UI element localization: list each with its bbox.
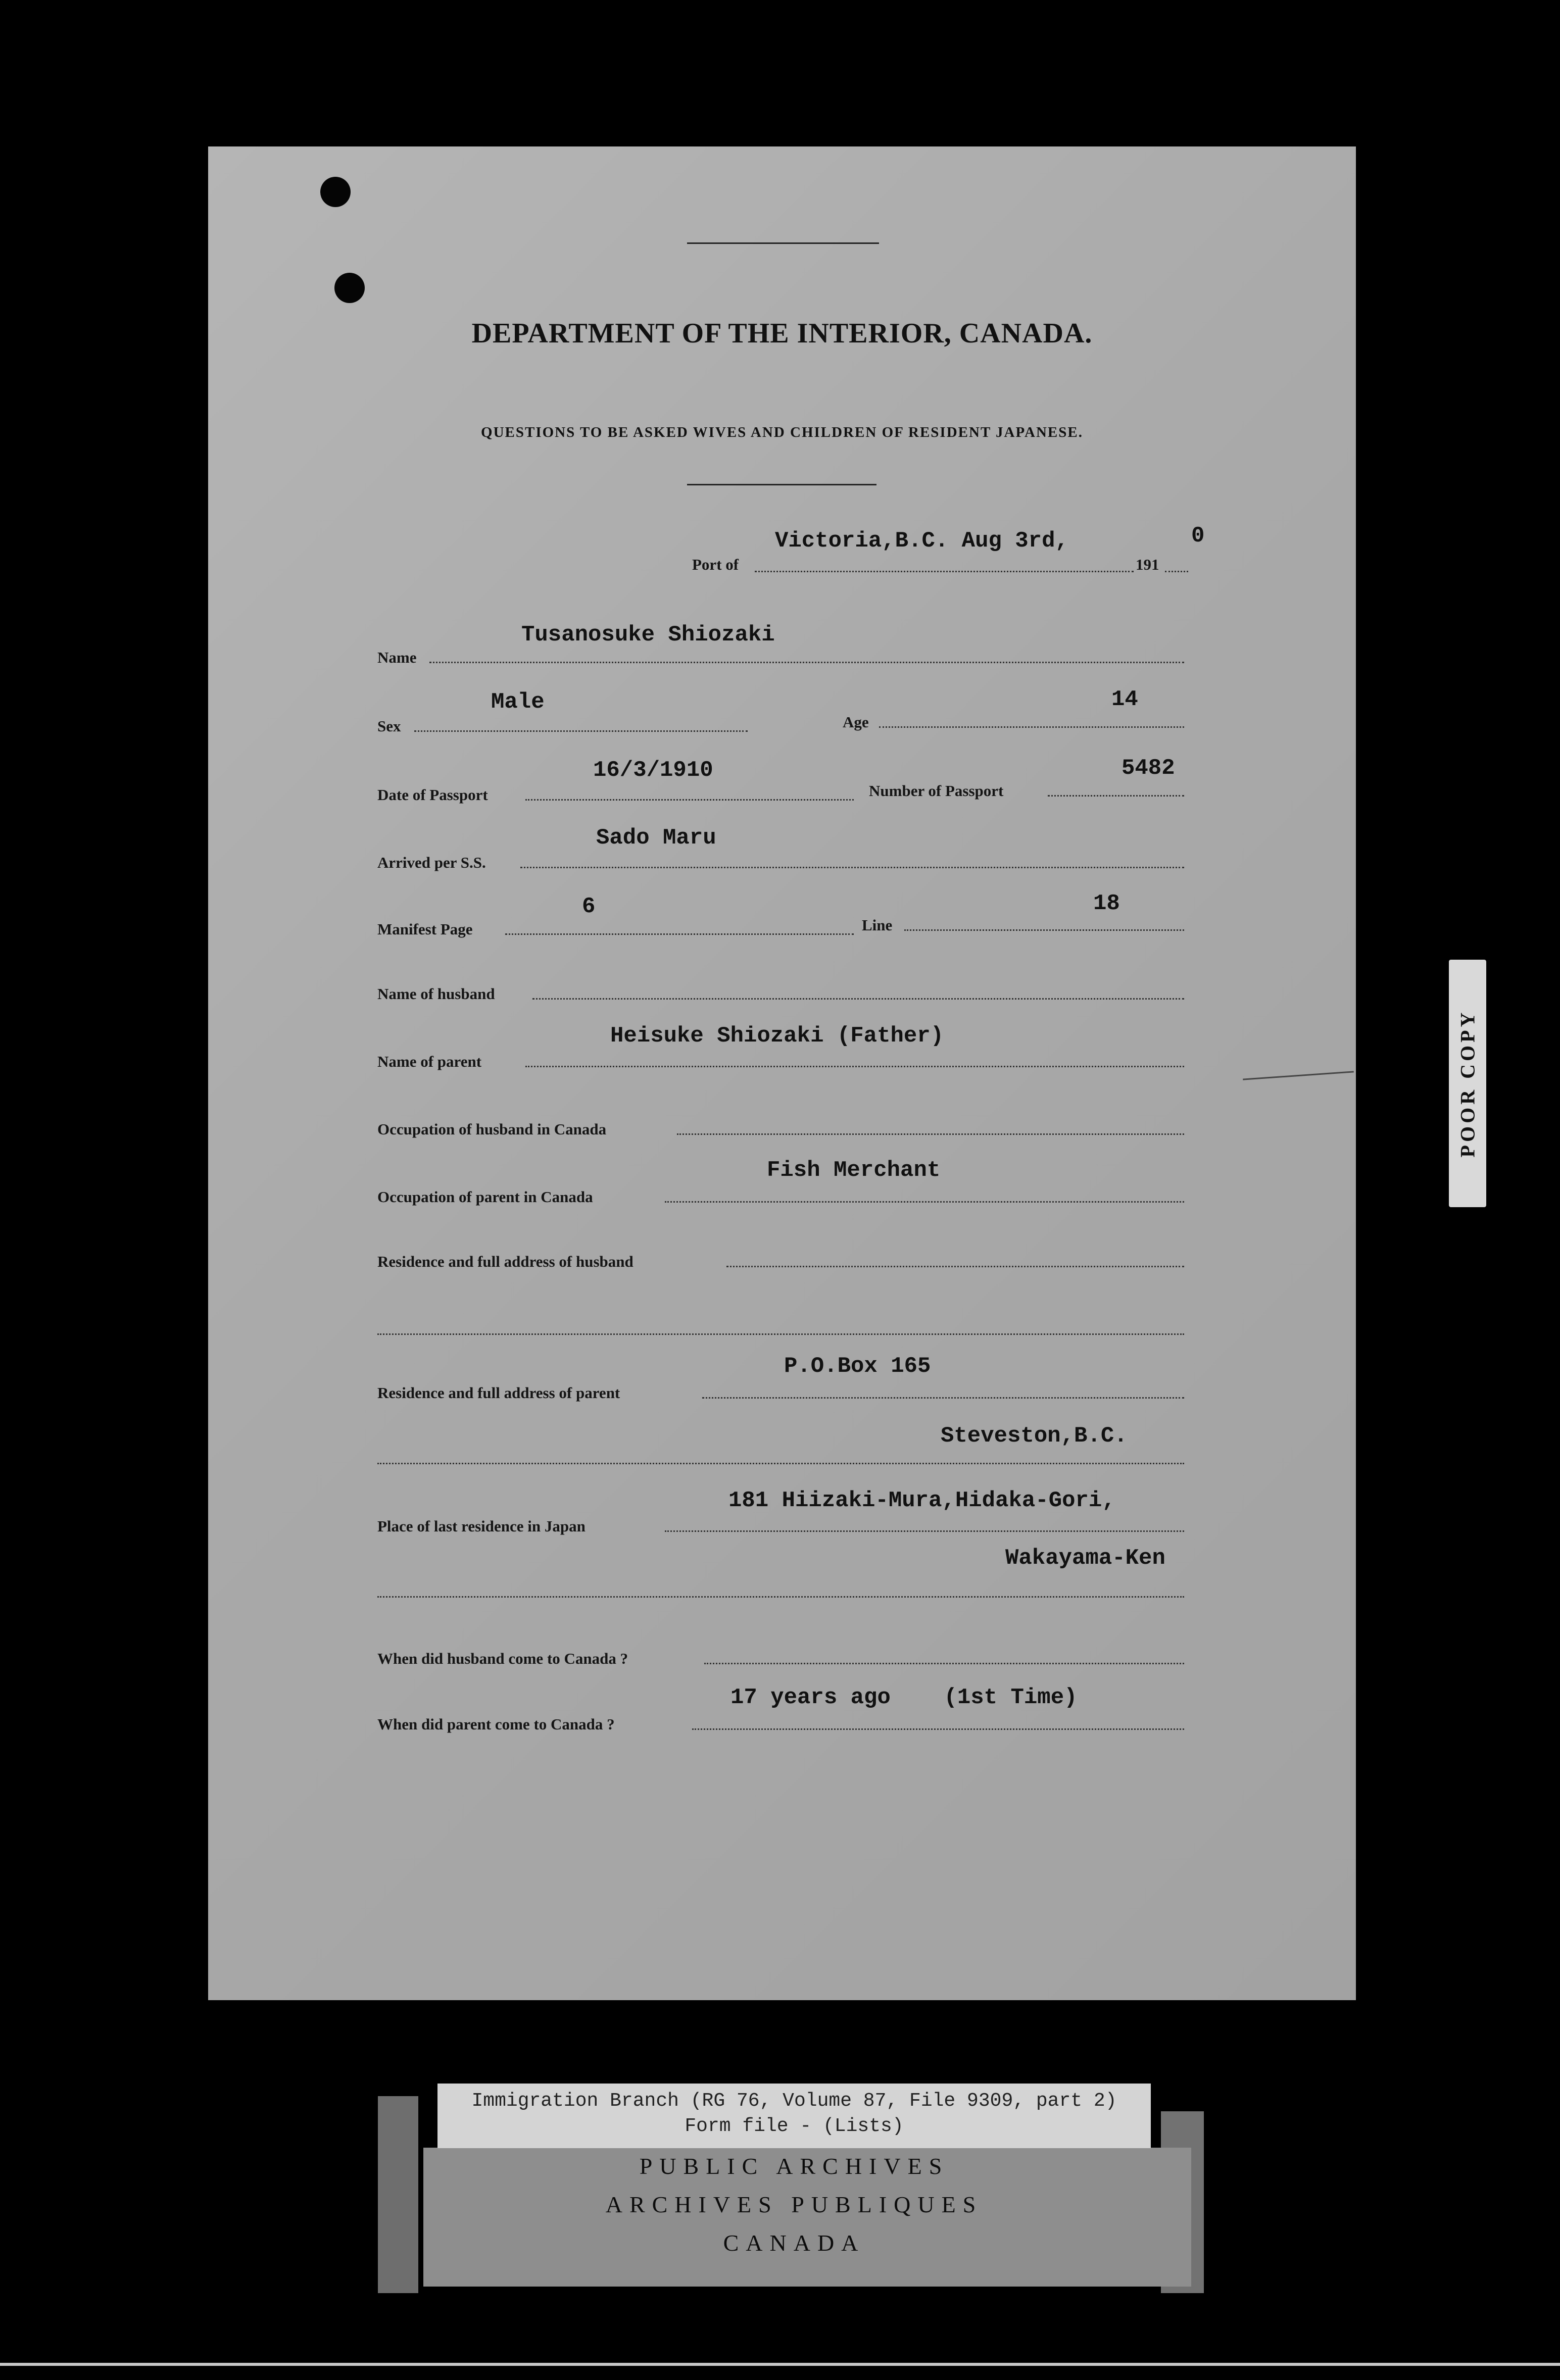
film-edge [0,2363,1560,2366]
name-of-parent-label: Name of parent [377,1053,482,1070]
punch-hole [334,273,365,303]
archives-publiques-text: ARCHIVES PUBLIQUES [605,2192,983,2217]
fill-line [1048,795,1184,797]
fill-line [429,662,1184,663]
public-archives-text: PUBLIC ARCHIVES [639,2153,949,2179]
arrived-per-value: Sado Maru [596,825,716,851]
fill-line [1165,571,1188,572]
fill-line [414,730,748,732]
fill-line [665,1201,1184,1203]
fill-line [704,1663,1184,1664]
divider [687,484,876,485]
manifest-page-value: 6 [582,894,596,919]
fill-line [904,929,1184,931]
year-suffix: 0 [1191,523,1205,549]
divider [687,242,879,244]
name-label: Name [377,649,417,666]
number-of-passport-label: Number of Passport [869,782,1004,800]
form-subtitle: QUESTIONS TO BE ASKED WIVES AND CHILDREN OF RESIDENT JAPANESE. [481,424,1083,440]
last-residence-value-line2: Wakayama-Ken [1005,1546,1165,1571]
husband-came-label: When did husband come to Canada ? [377,1650,628,1667]
manifest-page-label: Manifest Page [377,920,473,938]
archive-clip-left [378,2096,418,2293]
name-of-parent-value: Heisuke Shiozaki (Father) [610,1023,944,1049]
sex-value: Male [491,689,545,715]
name-of-husband-label: Name of husband [377,985,495,1003]
line-label: Line [862,916,893,934]
fill-line [525,799,854,801]
poor-copy-text: POOR COPY [1456,1009,1479,1158]
punch-hole [320,177,351,207]
fill-line [677,1133,1184,1135]
date-of-passport-value: 16/3/1910 [593,758,713,783]
fill-line [377,1596,1184,1598]
port-value: Victoria,B.C. Aug 3rd, [775,528,1068,554]
occupation-husband-label: Occupation of husband in Canada [377,1120,607,1138]
year-prefix: 191 [1136,556,1159,573]
fill-line [665,1530,1184,1532]
fill-line [879,726,1184,728]
fill-line [505,933,854,935]
form-sheet [208,146,1356,2000]
parent-came-label: When did parent come to Canada ? [377,1715,615,1733]
line-value: 18 [1093,891,1120,916]
fill-line [726,1266,1184,1267]
archive-form-file: Form file - (Lists) [685,2115,904,2137]
name-value: Tusanosuke Shiozaki [521,622,775,648]
occupation-parent-value: Fish Merchant [767,1158,941,1183]
residence-parent-value-line2: Steveston,B.C. [941,1423,1128,1449]
fill-line [755,571,1134,572]
occupation-parent-label: Occupation of parent in Canada [377,1188,593,1206]
arrived-per-label: Arrived per S.S. [377,854,486,871]
canada-text: CANADA [723,2230,865,2256]
archive-reference: Immigration Branch (RG 76, Volume 87, File 9309, part 2) [471,2090,1117,2112]
last-residence-value-line1: 181 Hiizaki-Mura,Hidaka-Gori, [728,1488,1115,1513]
age-value: 14 [1111,687,1138,712]
residence-parent-value-line1: P.O.Box 165 [784,1354,931,1379]
residence-husband-label: Residence and full address of husband [377,1253,633,1270]
port-label: Port of [692,556,739,573]
department-title: DEPARTMENT OF THE INTERIOR, CANADA. [471,318,1093,349]
fill-line [377,1333,1184,1335]
fill-line [702,1397,1184,1399]
fill-line [520,867,1184,868]
fill-line [525,1066,1184,1067]
last-residence-label: Place of last residence in Japan [377,1517,586,1535]
parent-came-value: 17 years ago (1st Time) [730,1685,1078,1710]
fill-line [377,1463,1184,1464]
fill-line [532,998,1184,1000]
residence-parent-label: Residence and full address of parent [377,1384,620,1402]
sex-label: Sex [377,717,401,735]
date-of-passport-label: Date of Passport [377,786,488,804]
fill-line [692,1728,1184,1730]
age-label: Age [843,713,869,731]
number-of-passport-value: 5482 [1122,756,1175,781]
